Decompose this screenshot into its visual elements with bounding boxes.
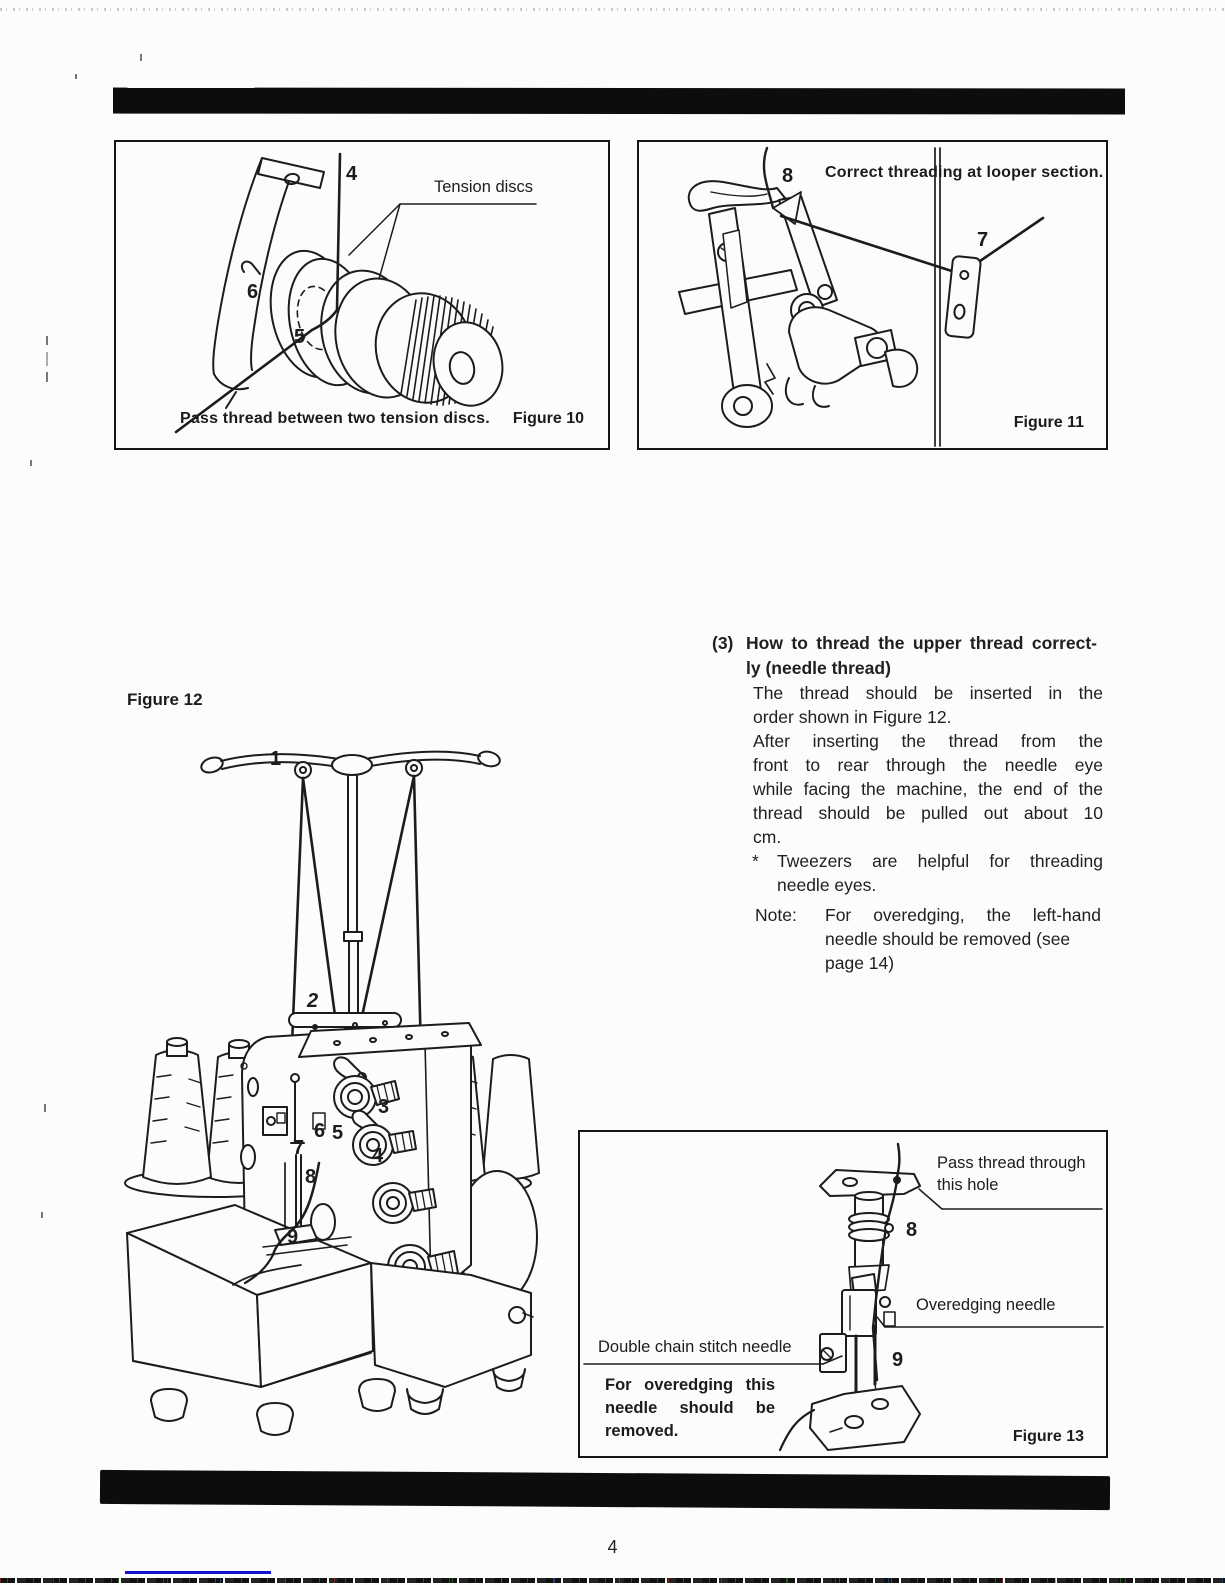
bullet-text: Tweezers are helpful for threading needle eyes. [777, 851, 1103, 895]
hyperlink-underline[interactable] [125, 1571, 271, 1574]
asterisk-marker: * [752, 851, 759, 871]
figure11-callout-7: 7 [977, 229, 989, 251]
bottom-black-rule [100, 1470, 1110, 1510]
figure13-label: Figure 13 [1012, 1428, 1084, 1445]
figure12-callout-6: 6 [314, 1120, 326, 1142]
figure10-box [114, 140, 610, 450]
figure12-callout-1: 1 [270, 748, 282, 770]
figure13-callout-8: 8 [906, 1219, 918, 1241]
figure12-callout-2: 2 [307, 990, 319, 1012]
overedging-needle-label: Overedging needle [916, 1296, 1056, 1314]
page-number: 4 [607, 1537, 618, 1557]
figure12-callout-4: 4 [372, 1145, 384, 1167]
heading-text: How to thread the upper thread correct- ly (needle thread) [746, 633, 1097, 678]
tension-discs-label: Tension discs [434, 178, 534, 196]
figure12-title: Figure 12 [127, 690, 203, 709]
scan-speck [41, 1212, 43, 1218]
instructions-heading [705, 631, 1105, 681]
figure11-callout-8: 8 [782, 165, 794, 187]
figure10-callout-6: 6 [247, 281, 259, 303]
scan-noise-top [0, 8, 1225, 11]
figure11-caption: Correct threading at looper section. [825, 164, 1104, 181]
scan-speck [140, 54, 142, 61]
tweezers-bullet [752, 849, 1104, 897]
scan-speck [46, 352, 48, 366]
figure10-callout-5: 5 [294, 326, 306, 348]
scan-speck [46, 372, 48, 382]
figure13-note: For overedging this needle should be removed. [605, 1376, 775, 1440]
figure12-callout-9: 9 [287, 1226, 299, 1248]
scan-speck [75, 74, 77, 79]
item-number: (3) [712, 633, 734, 653]
figure12-callout-8: 8 [305, 1166, 317, 1188]
note-block [755, 903, 1105, 975]
figure10-callout-4: 4 [346, 163, 358, 185]
figure13-box [578, 1130, 1108, 1458]
chain-stitch-needle-label: Double chain stitch needle [598, 1338, 792, 1356]
scan-speck [44, 1104, 46, 1112]
figure12-callout-3: 3 [378, 1096, 390, 1118]
figure11-box [637, 140, 1108, 450]
scan-noise-bottom [0, 1578, 1225, 1583]
top-black-rule [113, 88, 1125, 115]
paragraph-2: After inserting the thread from the front to rear through the needle eye while facing the machine, the end of the thread should be pulled out about 10 cm. [753, 731, 1103, 847]
instructions-column [705, 631, 1105, 975]
figure12-illustration [115, 725, 540, 1465]
figure12-illustration-area [115, 725, 540, 1465]
figure11-illustration [639, 142, 1106, 448]
note-label: Note: [755, 905, 797, 925]
figure11-label: Figure 11 [1013, 414, 1084, 431]
pass-thread-label: Pass thread through this hole [937, 1154, 1086, 1194]
figure12-callout-7: 7 [293, 1137, 305, 1159]
note-text: For overedging, the left-hand needle should be removed (see page 14) [825, 905, 1101, 973]
figure13-callout-9: 9 [892, 1349, 904, 1371]
figure10-label: Figure 10 [512, 410, 584, 427]
paragraph-1: The thread should be inserted in the order shown in Figure 12. [753, 683, 1103, 727]
figure12-callout-5: 5 [332, 1122, 344, 1144]
scan-speck [46, 336, 48, 345]
figure10-caption: Pass thread between two tension discs. [180, 410, 490, 427]
figure10-illustration [116, 142, 608, 448]
scan-speck [30, 460, 32, 466]
